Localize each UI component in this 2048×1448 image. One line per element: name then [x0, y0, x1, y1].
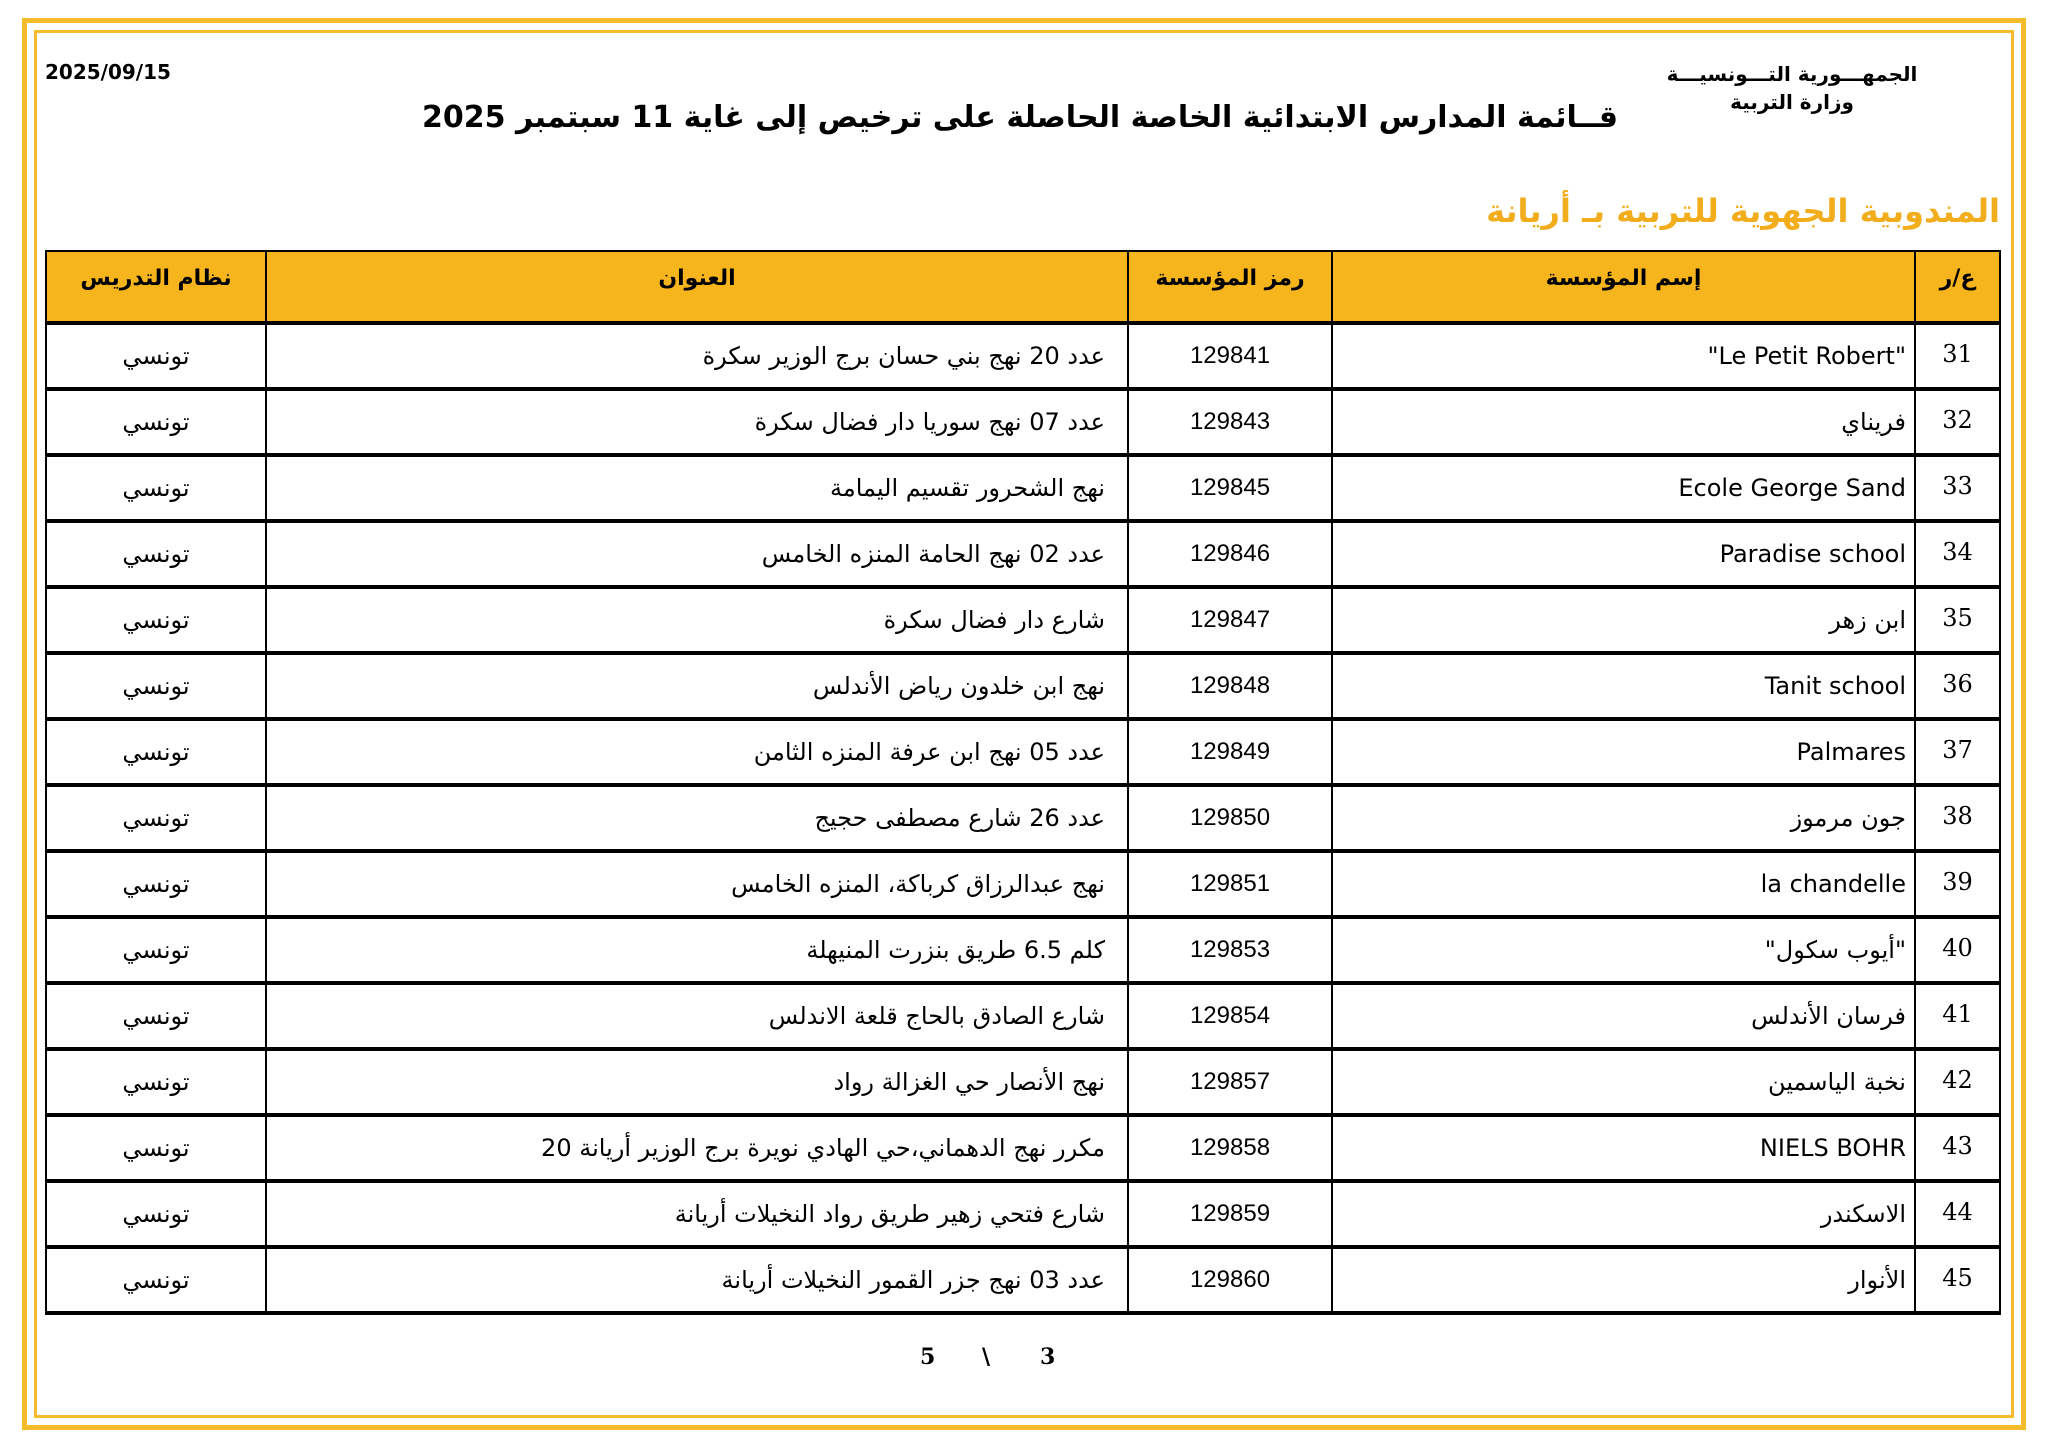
school-code-cell: 129849: [1128, 719, 1332, 785]
address-cell: شارع الصادق بالحاج قلعة الاندلس: [266, 983, 1128, 1049]
address-cell: كلم 6.5 طريق بنزرت المنيهلة: [266, 917, 1128, 983]
column-header-system: نظام التدريس: [46, 251, 266, 323]
school-code-cell: 129846: [1128, 521, 1332, 587]
school-name-cell: جون مرموز: [1332, 785, 1915, 851]
row-number-cell: 44: [1915, 1181, 2000, 1247]
school-name-cell: Paradise school: [1332, 521, 1915, 587]
school-name-cell: NIELS BOHR: [1332, 1115, 1915, 1181]
address-cell: شارع دار فضال سكرة: [266, 587, 1128, 653]
school-code-cell: 129841: [1128, 323, 1332, 389]
teaching-system-cell: تونسي: [46, 719, 266, 785]
school-name-cell: "أيوب سكول": [1332, 917, 1915, 983]
address-cell: نهج الأنصار حي الغزالة رواد: [266, 1049, 1128, 1115]
row-number-cell: 38: [1915, 785, 2000, 851]
row-number-cell: 31: [1915, 323, 2000, 389]
address-cell: نهج عبدالرزاق كرباكة، المنزه الخامس: [266, 851, 1128, 917]
page-total: 5: [920, 1344, 936, 1370]
school-code-cell: 129857: [1128, 1049, 1332, 1115]
row-number-cell: 43: [1915, 1115, 2000, 1181]
address-cell: عدد 05 نهج ابن عرفة المنزه الثامن: [266, 719, 1128, 785]
school-code-cell: 129845: [1128, 455, 1332, 521]
row-number-cell: 33: [1915, 455, 2000, 521]
table-row: [46, 389, 2000, 455]
school-code-cell: 129847: [1128, 587, 1332, 653]
region-heading: المندوبية الجهوية للتربية بـ أريانة: [1486, 192, 2000, 230]
row-number-cell: 34: [1915, 521, 2000, 587]
row-number-cell: 45: [1915, 1247, 2000, 1313]
teaching-system-cell: تونسي: [46, 851, 266, 917]
school-code-cell: 129859: [1128, 1181, 1332, 1247]
school-name-cell: la chandelle: [1332, 851, 1915, 917]
school-name-cell: الأنوار: [1332, 1247, 1915, 1313]
page-current: 3: [1040, 1344, 1056, 1370]
address-cell: عدد 03 نهج جزر القمور النخيلات أريانة: [266, 1247, 1128, 1313]
address-cell: نهج ابن خلدون رياض الأندلس: [266, 653, 1128, 719]
column-header-name: إسم المؤسسة: [1332, 251, 1915, 323]
row-number-cell: 32: [1915, 389, 2000, 455]
teaching-system-cell: تونسي: [46, 389, 266, 455]
school-name-cell: نخبة الياسمين: [1332, 1049, 1915, 1115]
table-row: [46, 1049, 2000, 1115]
table-row: [46, 521, 2000, 587]
school-name-cell: "Le Petit Robert": [1332, 323, 1915, 389]
table-row: [46, 1181, 2000, 1247]
address-cell: عدد 02 نهج الحامة المنزه الخامس: [266, 521, 1128, 587]
table-row: [46, 917, 2000, 983]
teaching-system-cell: تونسي: [46, 983, 266, 1049]
document-date: 2025/09/15: [45, 60, 171, 84]
school-name-cell: فرسان الأندلس: [1332, 983, 1915, 1049]
row-number-cell: 41: [1915, 983, 2000, 1049]
row-number-cell: 35: [1915, 587, 2000, 653]
school-code-cell: 129854: [1128, 983, 1332, 1049]
school-name-cell: فريناي: [1332, 389, 1915, 455]
schools-table: [45, 250, 2001, 1315]
school-code-cell: 129843: [1128, 389, 1332, 455]
row-number-cell: 36: [1915, 653, 2000, 719]
teaching-system-cell: تونسي: [46, 587, 266, 653]
table-row: [46, 785, 2000, 851]
school-code-cell: 129858: [1128, 1115, 1332, 1181]
school-code-cell: 129850: [1128, 785, 1332, 851]
table-row: [46, 455, 2000, 521]
row-number-cell: 40: [1915, 917, 2000, 983]
table-row: [46, 1115, 2000, 1181]
table-row: [46, 983, 2000, 1049]
table-row: [46, 653, 2000, 719]
row-number-cell: 37: [1915, 719, 2000, 785]
page-number: [900, 1344, 1100, 1374]
column-header-address: العنوان: [266, 251, 1128, 323]
address-cell: عدد 26 شارع مصطفى حجيج: [266, 785, 1128, 851]
address-cell: نهج الشحرور تقسيم اليمامة: [266, 455, 1128, 521]
table-row: [46, 587, 2000, 653]
school-code-cell: 129851: [1128, 851, 1332, 917]
address-cell: عدد 07 نهج سوريا دار فضال سكرة: [266, 389, 1128, 455]
address-cell: مكرر نهج الدهماني،حي الهادي نويرة برج الوزير أريانة 20: [266, 1115, 1128, 1181]
column-header-code: رمز المؤسسة: [1128, 251, 1332, 323]
document-title: قــائمة المدارس الابتدائية الخاصة الحاصلة على ترخيص إلى غاية 11 سبتمبر 2025: [422, 100, 1618, 135]
row-number-cell: 39: [1915, 851, 2000, 917]
school-code-cell: 129848: [1128, 653, 1332, 719]
school-name-cell: الاسكندر: [1332, 1181, 1915, 1247]
teaching-system-cell: تونسي: [46, 653, 266, 719]
school-name-cell: ابن زهر: [1332, 587, 1915, 653]
teaching-system-cell: تونسي: [46, 785, 266, 851]
school-code-cell: 129853: [1128, 917, 1332, 983]
teaching-system-cell: تونسي: [46, 1247, 266, 1313]
row-number-cell: 42: [1915, 1049, 2000, 1115]
page-separator: \: [982, 1344, 991, 1370]
table-row: [46, 851, 2000, 917]
teaching-system-cell: تونسي: [46, 1115, 266, 1181]
teaching-system-cell: تونسي: [46, 521, 266, 587]
school-name-cell: Tanit school: [1332, 653, 1915, 719]
teaching-system-cell: تونسي: [46, 1049, 266, 1115]
school-name-cell: Palmares: [1332, 719, 1915, 785]
ministry-label: وزارة التربية: [1730, 90, 1854, 114]
table-header-row: [46, 251, 2000, 323]
column-header-num: ع/ر: [1915, 251, 2000, 323]
letterhead: [1612, 60, 1972, 116]
republic-label: الجمهـــورية التـــونسيـــة: [1666, 62, 1918, 86]
teaching-system-cell: تونسي: [46, 323, 266, 389]
table-row: [46, 719, 2000, 785]
teaching-system-cell: تونسي: [46, 917, 266, 983]
teaching-system-cell: تونسي: [46, 455, 266, 521]
school-name-cell: Ecole George Sand: [1332, 455, 1915, 521]
school-code-cell: 129860: [1128, 1247, 1332, 1313]
address-cell: عدد 20 نهج بني حسان برج الوزير سكرة: [266, 323, 1128, 389]
address-cell: شارع فتحي زهير طريق رواد النخيلات أريانة: [266, 1181, 1128, 1247]
table-row: [46, 1247, 2000, 1313]
table-row: [46, 323, 2000, 389]
teaching-system-cell: تونسي: [46, 1181, 266, 1247]
